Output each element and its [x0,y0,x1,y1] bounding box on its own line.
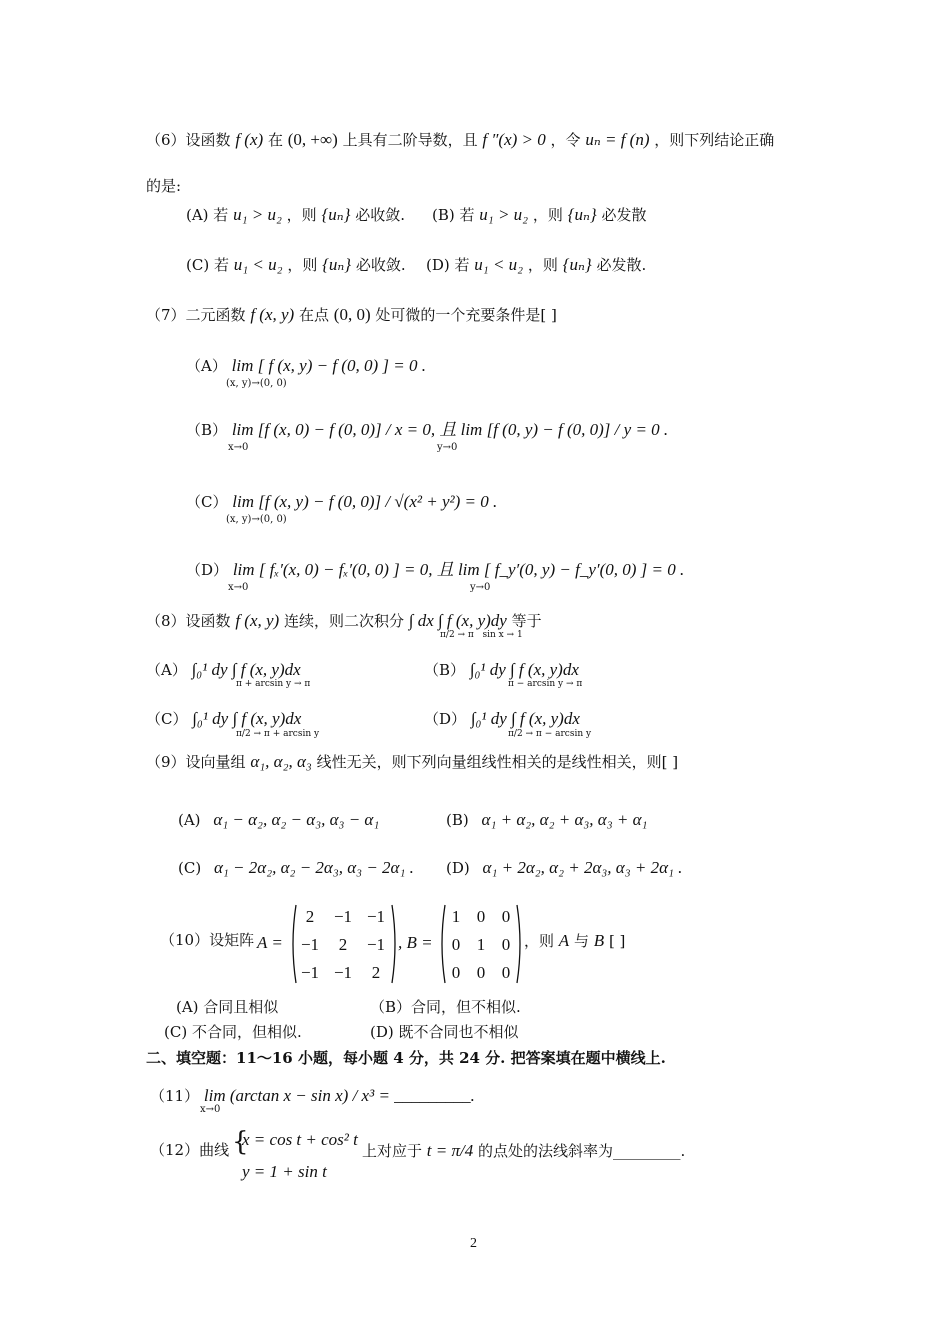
q8-stem [146,611,542,631]
q8-d-label: （D） [424,710,467,728]
q7-d-sub2: y→0 [470,582,491,593]
q9-option-b [446,810,647,830]
q8-integral: ∫ dx ∫ f (x, y)dy [408,611,507,630]
q10-matrix-a [288,903,400,985]
q12-brace: { [232,1127,249,1157]
matrix-a-cell: 2 [371,963,381,982]
q9-d-label: (D) [446,859,470,877]
q8-a-lim: π + arcsin y → π [236,679,311,689]
q10-option-c: (C) 不合同，但相似. [164,1023,302,1041]
q6-opt-a-text: 必收敛. [355,206,406,224]
q7-b-sub1: x→0 [228,442,249,453]
matrix-a-left-paren [293,905,296,983]
q8-tail: 等于 [511,612,542,630]
q9-tail: 线性无关，则下列向量组线性相关的是线性相关，则[ ] [316,753,679,771]
q7-zai: 在点 [299,306,330,324]
q7-b-expr: lim [f (x, 0) − f (0, 0)] / x = 0, 且 lim [f (0, y) − f (0, 0)] / y = 0 . [231,420,669,439]
matrix-a-cell: −1 [333,907,353,926]
q10-yu: 与 [573,932,589,950]
q12-lead: （12）曲线 [150,1141,230,1159]
q9-c-expr: α₁ − 2α₂, α₂ − 2α₃, α₃ − 2α₁ . [213,858,414,877]
q8-c-lim: π/2 → π + arcsin y [236,729,320,739]
q6-option-b [432,205,646,225]
q9-stem [146,752,678,772]
q6-opt-d-seq: {uₙ} [562,255,592,274]
q7-b-sub2: y→0 [437,442,458,453]
q7-lead: （7）二元函数 [146,306,246,324]
q7-d-expr: lim [ fₓ′(x, 0) − fₓ′(0, 0) ] = 0, 且 lim [ f_y′(0, y) − f_y′(0, 0) ] = 0 . [232,560,685,579]
q11-sub: x→0 [200,1104,221,1115]
section-heading: 二、填空题：11～16 小题，每小题 4 分，共 24 分. 把答案填在题中横线上. [146,1049,666,1067]
q8-lead: （8）设函数 [146,612,231,630]
q8-d-expr: ∫₀¹ dy ∫ f (x, y)dx [470,709,580,728]
q6-tail: ，则下列结论正确 [654,131,775,149]
q12-t: t = π/4 [426,1141,474,1160]
q10-a-name: A = [257,933,283,952]
matrix-a-cell: −1 [366,935,386,954]
q8-b-label: （B） [424,661,466,679]
q9-a-label: (A) [178,811,201,829]
q6-opt-b-seq: {uₙ} [567,205,597,224]
q8-a-expr: ∫₀¹ dy ∫ f (x, y)dx [191,660,301,679]
q7-b-label: （B） [186,421,228,439]
q12-eq2: y = 1 + sin t [242,1162,327,1181]
q6-opt-a-label: (A) 若 [186,206,229,224]
q9-c-label: (C) [178,859,202,877]
q8-lim-inner: sin x → 1 [482,630,523,640]
q9-a-expr: α₁ − α₂, α₂ − α₃, α₃ − α₁ [213,810,380,829]
q6-opt-b-text: 必发散 [601,206,647,224]
matrix-a-right-paren [392,905,395,983]
q8-mid: 连续，则二次积分 [284,612,405,630]
q6-opt-a-comma: ，则 [286,206,317,224]
q10-bracket: [ ] [608,932,626,950]
q8-a-label: （A） [146,661,187,679]
q6-opt-c-label: (C) 若 [186,256,229,274]
q6-mid: 上具有二阶导数，且 [342,131,478,149]
q9-option-a [178,810,379,830]
q6-option-d [426,255,646,275]
q7-a-sub: (x, y)→(0, 0) [226,378,287,389]
q9-option-d [446,858,682,878]
q9-lead: （9）设向量组 [146,753,246,771]
q7-point: (0, 0) [333,305,371,324]
q7-option-a [186,356,426,376]
q6-opt-c-seq: {uₙ} [322,255,352,274]
q10-b-var: B [593,931,605,950]
q9-d-expr: α₁ + 2α₂, α₂ + 2α₃, α₃ + 2α₁ . [482,858,683,877]
q7-d-label: （D） [186,561,229,579]
q7-c-label: （C） [186,493,228,511]
q10-lead: （10）设矩阵 [160,931,255,949]
q11-expr: lim (arctan x − sin x) / x³ = _________. [203,1086,475,1105]
q6-opt-d-math: u₁ < u₂ [474,255,524,274]
q6-opt-d-comma: ，则 [527,256,558,274]
q12-eq1: x = cos t + cos² t [242,1130,358,1149]
q8-option-c [146,709,301,729]
q8-limits [440,630,523,641]
q6-opt-a-math: u₁ > u₂ [233,205,282,224]
q6-opt-b-label: (B) 若 [432,206,475,224]
q10-ze: ，则 [524,932,555,950]
matrix-a-cell: 2 [305,907,315,926]
matrix-b-cell: 0 [451,963,461,982]
q7-d-sub1: x→0 [228,582,249,593]
q7-c-expr: lim [f (x, y) − f (0, 0)] / √(x² + y²) = 0 . [232,492,498,511]
matrix-b-cell: 0 [451,935,461,954]
q6-zai: 在 [267,131,283,149]
matrix-b-cell: 1 [451,907,461,926]
q12-rest [362,1141,685,1161]
matrix-a-cell: −1 [333,963,353,982]
q6-opt-b-math: u₁ > u₂ [479,205,529,224]
q10-option-b: （B）合同，但不相似. [370,998,521,1016]
q10-matrix-b [438,903,524,985]
q6-opt-a-seq: {uₙ} [321,205,351,224]
q8-lim-outer: π/2 → π [440,630,474,640]
q7-a-label: （A） [186,357,227,375]
q8-c-label: （C） [146,710,188,728]
q11 [150,1086,475,1106]
q6-opt-b-comma: ，则 [532,206,563,224]
matrix-a-cell: −1 [366,907,386,926]
q9-b-label: (B) [446,811,469,829]
matrix-a-cell: −1 [300,935,320,954]
q7-tail: 处可微的一个充要条件是[ ] [375,306,557,324]
q7-fxy: f (x, y) [250,305,295,324]
q12-tail: 的点处的法线斜率为_________. [478,1142,686,1160]
q7-stem [146,305,557,325]
q6-lead: （6）设函数 [146,131,231,149]
matrix-b-left-paren [442,905,445,983]
q10-a-var: A [558,931,570,950]
q7-option-d [186,560,684,580]
q6-option-a [186,205,405,225]
q8-option-a [146,660,301,680]
q8-b-expr: ∫₀¹ dy ∫ f (x, y)dx [469,660,579,679]
matrix-b-cell: 0 [476,907,486,926]
q8-option-d [424,709,580,729]
matrix-b-cell: 0 [501,907,511,926]
q8-option-b [424,660,579,680]
q6-ling: ，令 [550,131,581,149]
q9-option-c [178,858,414,878]
q6-opt-c-math: u₁ < u₂ [233,255,283,274]
q12-mid: 上对应于 [362,1142,423,1160]
q6-un: uₙ = f (n) [585,130,650,149]
q6-line1 [146,130,774,150]
q10-option-d: (D) 既不合同也不相似 [370,1023,519,1041]
q6-opt-c-comma: ，则 [287,256,318,274]
page-number: 2 [470,1236,477,1251]
q8-d-lim: π/2 → π − arcsin y [508,729,592,739]
q9-vectors: α₁, α₂, α₃ [250,752,312,771]
q9-b-expr: α₁ + α₂, α₂ + α₃, α₃ + α₁ [481,810,648,829]
q6-opt-d-text: 必发散. [596,256,647,274]
q6-opt-d-label: (D) 若 [426,256,470,274]
matrix-a-cell: 2 [338,935,348,954]
matrix-b-cell: 1 [476,935,486,954]
q6-fx: f (x) [235,130,264,149]
matrix-b-cell: 0 [501,963,511,982]
q7-c-sub: (x, y)→(0, 0) [226,514,287,525]
q8-c-expr: ∫₀¹ dy ∫ f (x, y)dx [192,709,302,728]
q6-interval: (0, +∞) [287,130,338,149]
q10-b-name: , B = [398,933,433,952]
q10-tail [524,931,625,951]
matrix-b-cell: 0 [476,963,486,982]
q11-lead: （11） [150,1087,200,1105]
q6-line2: 的是: [146,177,182,195]
q8-b-lim: π − arcsin y → π [508,679,583,689]
q7-option-c [186,492,497,512]
q6-opt-c-text: 必收敛. [355,256,406,274]
q7-option-b [186,420,668,440]
matrix-b-cell: 0 [501,935,511,954]
matrix-a-cell: −1 [300,963,320,982]
q10-option-a: (A) 合同且相似 [176,998,279,1016]
q7-a-expr: lim [ f (x, y) − f (0, 0) ] = 0 . [231,356,426,375]
q6-option-c [186,255,406,275]
matrix-b-right-paren [517,905,520,983]
q6-cond: f ″(x) > 0 [482,130,546,149]
q8-fxy: f (x, y) [235,611,280,630]
